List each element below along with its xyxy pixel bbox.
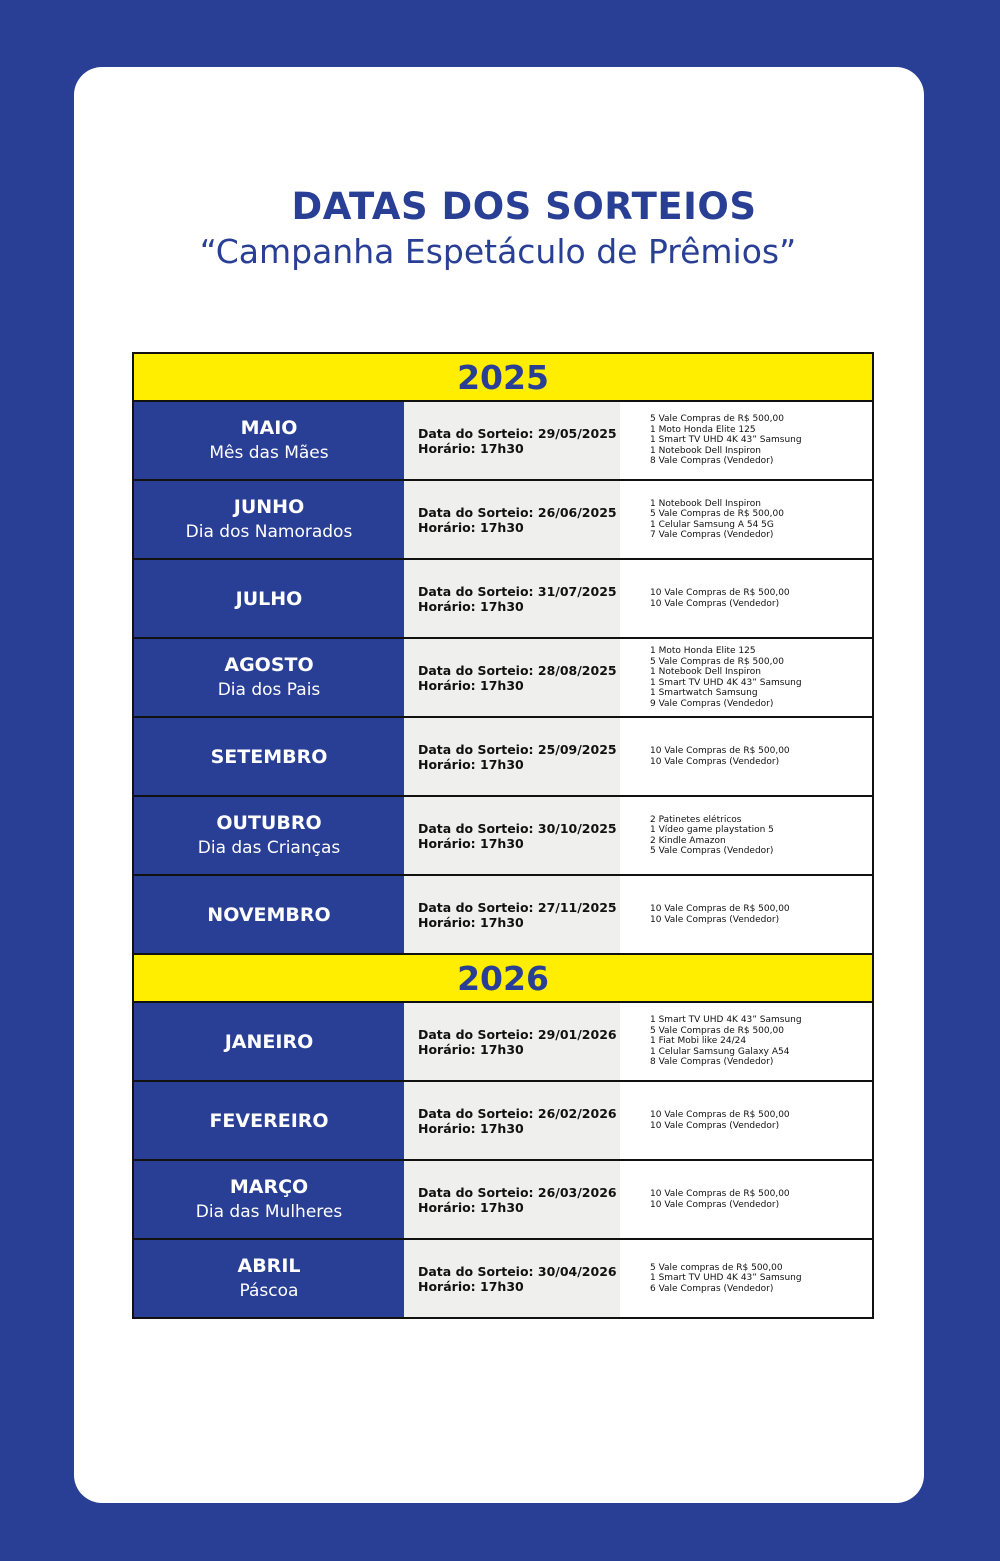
prize-item: 8 Vale Compras (Vendedor) xyxy=(650,456,774,467)
draw-info-cell xyxy=(404,1082,620,1159)
draw-date: Data do Sorteio: 25/09/2025 xyxy=(418,741,617,757)
prize-item: 5 Vale Compras de R$ 500,00 xyxy=(650,656,784,667)
prize-item: 10 Vale Compras de R$ 500,00 xyxy=(650,904,790,914)
prize-item: 8 Vale Compras (Vendedor) xyxy=(650,1057,774,1068)
draw-info-cell xyxy=(404,1240,620,1317)
prize-item: 1 Moto Honda Elite 125 xyxy=(650,646,756,656)
prize-item: 10 Vale Compras (Vendedor) xyxy=(650,1120,780,1131)
draw-date: Data do Sorteio: 26/02/2026 xyxy=(418,1105,617,1121)
table-row xyxy=(134,1003,872,1082)
month-cell xyxy=(134,1240,404,1317)
table-row xyxy=(134,639,872,718)
draw-date: Data do Sorteio: 30/10/2025 xyxy=(418,820,617,836)
prizes-cell xyxy=(620,797,872,874)
prize-item: 1 Smart TV UHD 4K 43” Samsung xyxy=(650,435,802,446)
prize-item: 10 Vale Compras de R$ 500,00 xyxy=(650,1189,790,1199)
prize-item: 10 Vale Compras de R$ 500,00 xyxy=(650,746,790,756)
month-name: JULHO xyxy=(235,587,303,610)
draw-date: Data do Sorteio: 26/03/2026 xyxy=(418,1184,617,1200)
prizes-cell xyxy=(620,1082,872,1159)
prize-item: 1 Vídeo game playstation 5 xyxy=(650,825,774,835)
draw-info-cell xyxy=(404,560,620,637)
month-name: JANEIRO xyxy=(224,1030,314,1053)
prize-item: 5 Vale Compras (Vendedor) xyxy=(650,846,774,856)
prize-item: 1 Notebook Dell Inspiron xyxy=(650,498,761,509)
prize-item: 6 Vale Compras (Vendedor) xyxy=(650,1283,774,1294)
prizes-cell xyxy=(620,1003,872,1080)
prize-item: 10 Vale Compras de R$ 500,00 xyxy=(650,588,790,598)
draw-date: Data do Sorteio: 27/11/2025 xyxy=(418,899,617,915)
prize-item: 5 Vale Compras de R$ 500,00 xyxy=(650,414,784,425)
month-occasion: Mês das Mães xyxy=(209,442,329,463)
draw-time: Horário: 17h30 xyxy=(418,1120,524,1136)
draw-schedule-table xyxy=(132,352,874,1319)
month-cell xyxy=(134,1082,404,1159)
prize-item: 1 Celular Samsung Galaxy A54 xyxy=(650,1046,790,1057)
table-row xyxy=(134,402,872,481)
prize-item: 1 Moto Honda Elite 125 xyxy=(650,424,756,435)
prize-item: 10 Vale Compras (Vendedor) xyxy=(650,1199,780,1210)
draw-time: Horário: 17h30 xyxy=(418,519,524,535)
prize-item: 1 Smart TV UHD 4K 43” Samsung xyxy=(650,677,802,688)
draw-date: Data do Sorteio: 31/07/2025 xyxy=(418,583,617,599)
month-occasion: Dia das Crianças xyxy=(197,837,341,858)
draw-time: Horário: 17h30 xyxy=(418,1278,524,1294)
draw-date: Data do Sorteio: 29/05/2025 xyxy=(418,425,617,441)
table-row xyxy=(134,718,872,797)
prize-item: 1 Celular Samsung A 54 5G xyxy=(650,519,774,530)
prize-item: 1 Notebook Dell Inspiron xyxy=(650,445,761,456)
prizes-cell xyxy=(620,876,872,953)
prize-item: 1 Smartwatch Samsung xyxy=(650,688,758,698)
draw-info-cell xyxy=(404,1161,620,1238)
prizes-cell xyxy=(620,1240,872,1317)
year-header: 2025 xyxy=(134,354,872,402)
prizes-cell xyxy=(620,481,872,558)
draw-time: Horário: 17h30 xyxy=(418,1041,524,1057)
month-cell xyxy=(134,718,404,795)
prizes-cell xyxy=(620,1161,872,1238)
month-name: MARÇO xyxy=(229,1175,309,1198)
table-row xyxy=(134,1240,872,1317)
month-name: MAIO xyxy=(240,416,298,439)
draw-date: Data do Sorteio: 28/08/2025 xyxy=(418,662,617,678)
draw-info-cell xyxy=(404,639,620,716)
draw-time: Horário: 17h30 xyxy=(418,914,524,930)
month-occasion: Dia dos Pais xyxy=(217,679,321,700)
month-name: FEVEREIRO xyxy=(209,1109,329,1132)
prize-item: 2 Patinetes elétricos xyxy=(650,814,742,825)
draw-time: Horário: 17h30 xyxy=(418,1199,524,1215)
month-occasion: Dia das Mulheres xyxy=(195,1201,343,1222)
draw-time: Horário: 17h30 xyxy=(418,598,524,614)
table-row xyxy=(134,560,872,639)
prize-item: 2 Kindle Amazon xyxy=(650,835,726,846)
month-cell xyxy=(134,402,404,479)
month-occasion: Páscoa xyxy=(239,1280,299,1301)
draw-date: Data do Sorteio: 26/06/2025 xyxy=(418,504,617,520)
draw-info-cell xyxy=(404,402,620,479)
draw-time: Horário: 17h30 xyxy=(418,677,524,693)
prize-item: 7 Vale Compras (Vendedor) xyxy=(650,530,774,540)
month-cell xyxy=(134,1003,404,1080)
month-cell xyxy=(134,797,404,874)
prize-item: 10 Vale Compras de R$ 500,00 xyxy=(650,1110,790,1120)
month-cell xyxy=(134,481,404,558)
draw-time: Horário: 17h30 xyxy=(418,756,524,772)
month-name: AGOSTO xyxy=(224,653,314,676)
table-row xyxy=(134,1082,872,1161)
table-row xyxy=(134,1161,872,1240)
draw-time: Horário: 17h30 xyxy=(418,440,524,456)
prize-item: 10 Vale Compras (Vendedor) xyxy=(650,914,780,925)
prizes-cell xyxy=(620,560,872,637)
draw-date: Data do Sorteio: 30/04/2026 xyxy=(418,1263,617,1279)
month-cell xyxy=(134,1161,404,1238)
month-occasion: Dia dos Namorados xyxy=(185,521,353,542)
draw-info-cell xyxy=(404,876,620,953)
draw-date: Data do Sorteio: 29/01/2026 xyxy=(418,1026,617,1042)
prize-item: 1 Notebook Dell Inspiron xyxy=(650,667,761,677)
prize-item: 5 Vale compras de R$ 500,00 xyxy=(650,1262,783,1273)
month-name: OUTUBRO xyxy=(216,811,322,834)
month-name: NOVEMBRO xyxy=(207,903,331,926)
page-subtitle: “Campanha Espetáculo de Prêmios” xyxy=(199,232,797,271)
draw-info-cell xyxy=(404,797,620,874)
prize-item: 5 Vale Compras de R$ 500,00 xyxy=(650,509,784,519)
prizes-cell xyxy=(620,639,872,716)
month-name: JUNHO xyxy=(233,495,305,518)
month-name: SETEMBRO xyxy=(210,745,328,768)
prize-item: 10 Vale Compras (Vendedor) xyxy=(650,756,780,767)
prizes-cell xyxy=(620,718,872,795)
month-cell xyxy=(134,876,404,953)
draw-info-cell xyxy=(404,481,620,558)
prize-item: 10 Vale Compras (Vendedor) xyxy=(650,598,780,609)
year-header: 2026 xyxy=(134,955,872,1003)
prize-item: 5 Vale Compras de R$ 500,00 xyxy=(650,1025,784,1036)
prize-item: 1 Fiat Mobi like 24/24 xyxy=(650,1036,747,1047)
prize-item: 1 Smart TV UHD 4K 43” Samsung xyxy=(650,1273,802,1284)
draw-info-cell xyxy=(404,1003,620,1080)
draw-info-cell xyxy=(404,718,620,795)
prize-item: 1 Smart TV UHD 4K 43” Samsung xyxy=(650,1015,802,1026)
month-cell xyxy=(134,639,404,716)
month-cell xyxy=(134,560,404,637)
table-row xyxy=(134,481,872,560)
table-row xyxy=(134,876,872,955)
draw-time: Horário: 17h30 xyxy=(418,835,524,851)
prizes-cell xyxy=(620,402,872,479)
page-title: DATAS DOS SORTEIOS xyxy=(291,185,757,228)
table-row xyxy=(134,797,872,876)
prize-item: 9 Vale Compras (Vendedor) xyxy=(650,698,774,709)
month-name: ABRIL xyxy=(237,1254,301,1277)
